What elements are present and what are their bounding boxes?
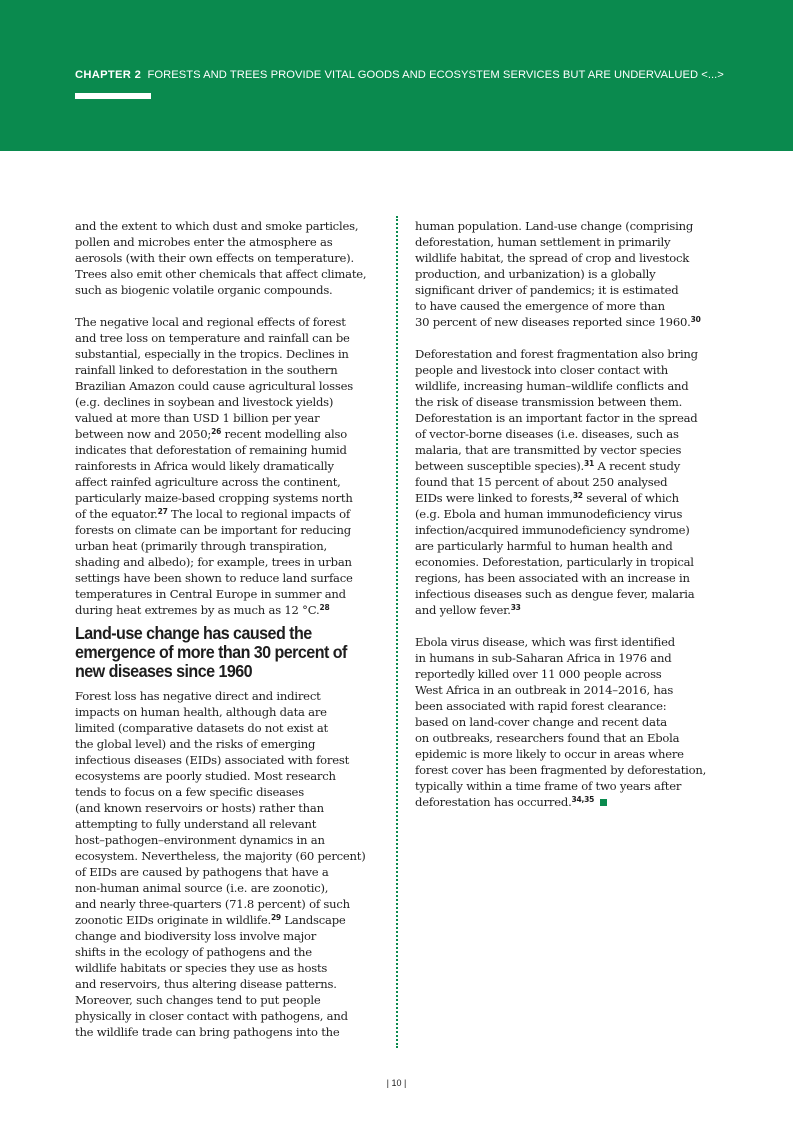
text-line: West Africa in an outbreak in 2014–2016, has [415,683,674,697]
end-of-section-mark [600,799,607,806]
text-line: on outbreaks, researchers found that an Ebola [415,731,680,745]
text-line: in humans in sub-Saharan Africa in 1976 and [415,651,672,665]
text-line: people and livestock into closer contact with [415,363,668,377]
text-line: infection/acquired immunodeficiency syndrome) [415,523,690,537]
footnote-ref[interactable]: 29 [270,913,281,922]
text-line: rainfall linked to deforestation in the southern [75,363,338,377]
text-line: regions, has been associated with an increase in [415,571,690,585]
text-line: Trees also emit other chemicals that affect climate, [75,267,367,281]
text-line: affect rainfed agriculture across the continent, [75,475,341,489]
text-line: The negative local and regional effects of forest [75,315,346,329]
text-line: Deforestation is an important factor in the spread [415,411,698,425]
text-line: 30 percent of new diseases reported since 1960.30 [415,315,701,329]
text-line: rainforests in Africa would likely dramatically [75,459,334,473]
text-line: production, and urbanization) is a globally [415,267,656,281]
text-line: zoonotic EIDs originate in wildlife.$^{29}$ Landscape [75,913,346,927]
text-line: and yellow fever.$^{33}$ [415,603,521,617]
text-line: infectious diseases such as dengue fever, malaria [415,587,695,601]
text-line: of vector-borne diseases (i.e. diseases, such as [415,427,679,441]
text-line: between susceptible species).$^{31}$ A recent study [415,459,681,473]
text-line: change and biodiversity loss involve major [75,929,317,943]
text-line: of EIDs are caused by pathogens that have a [75,865,329,879]
text-line: economies. Deforestation, particularly in tropical [415,555,694,569]
section-heading: Land-use change has caused the emergence of more than 30 percent of new diseases since 1960 [75,623,347,681]
footnote-ref[interactable]: 27 [157,507,168,516]
text-line: host–pathogen–environment dynamics in an [75,833,325,847]
text-line: Ebola virus disease, which was first identified [415,635,675,649]
footnote-ref[interactable]: 31 [584,459,594,468]
text-line: Forest loss has negative direct and indirect [75,689,321,703]
text-line: to have caused the emergence of more than [415,299,665,313]
text-line: Moreover, such changes tend to put people [75,993,321,1007]
footnote-ref[interactable]: 34,35 [571,795,595,804]
text-line: impacts on human health, although data are [75,705,327,719]
footnote-ref[interactable]: 32 [572,491,583,500]
text-line: found that 15 percent of about 250 analysed [415,475,668,489]
text-line: wildlife habitats or species they use as hosts [75,961,328,975]
text-line: such as biogenic volatile organic compounds. [75,283,333,297]
text-line: physically in closer contact with pathogens, and [75,1009,348,1023]
paragraph-land-use-change [415,218,720,330]
text-line: infectious diseases (EIDs) associated with forest [75,753,350,767]
chapter-label: CHAPTER 2 [75,69,142,81]
text-line: typically within a time frame of two years after [415,779,682,793]
text-line: urban heat (primarily through transpiration, [75,539,327,553]
text-line: deforestation has occurred.$^{34,35}$ [415,794,720,810]
text-line: the risk of disease transmission between them. [415,395,683,409]
chapter-header-banner [0,0,793,151]
paragraph-aerosols [75,218,381,298]
text-line: and the extent to which dust and smoke particles, [75,219,359,233]
text-line: tends to focus on a few specific diseases [75,785,304,799]
text-line: the wildlife trade can bring pathogens into the [75,1025,340,1039]
text-line: non-human animal source (i.e. are zoonotic), [75,881,329,895]
text-line: wildlife, increasing human–wildlife conflicts and [415,379,689,393]
chapter-title [75,68,724,82]
right-column [415,218,720,810]
paragraph-ebola [415,634,720,810]
text-line: deforestation, human settlement in primarily [415,235,671,249]
footnote-ref[interactable]: 30 [690,315,701,324]
text-line: ecosystems are poorly studied. Most research [75,769,336,783]
left-column [75,218,381,1040]
chapter-title-text: FORESTS AND TREES PROVIDE VITAL GOODS AND ECOSYSTEM SERVICES BUT ARE UNDERVALUED <...> [147,69,724,81]
text-line: Brazilian Amazon could cause agricultural losses [75,379,353,393]
text-line: Deforestation and forest fragmentation also bring [415,347,698,361]
paragraph-gap [415,330,720,346]
footnote-ref[interactable]: 33 [510,603,521,612]
text-line: and nearly three-quarters (71.8 percent) of such [75,897,350,911]
paragraph-gap [75,298,381,314]
footnote-ref[interactable]: 28 [319,603,330,612]
text-line: during heat extremes by as much as 12 °C.$^{28}$ [75,603,330,617]
text-line: are particularly harmful to human health and [415,539,673,553]
text-line: wildlife habitat, the spread of crop and livestock [415,251,690,265]
text-line: significant driver of pandemics; it is estimated [415,283,679,297]
text-line: limited (comparative datasets do not exist at [75,721,328,735]
text-line: reportedly killed over 11 000 people across [415,667,662,681]
text-line: and tree loss on temperature and rainfall can be [75,331,350,345]
text-line: epidemic is more likely to occur in areas where [415,747,684,761]
text-line: indicates that deforestation of remaining humid [75,443,347,457]
paragraph-fragmentation [415,346,720,618]
text-line: human population. Land-use change (comprising [415,219,694,233]
footnote-ref[interactable]: 26 [211,427,222,436]
paragraph-local-regional-effects [75,314,381,618]
text-line: (e.g. Ebola and human immunodeficiency virus [415,507,683,521]
header-accent-bar [75,93,151,99]
text-line: shading and albedo); for example, trees in urban [75,555,352,569]
text-line: based on land-cover change and recent data [415,715,667,729]
text-line: substantial, especially in the tropics. Declines in [75,347,349,361]
text-line: between now and 2050;$^{26}$ recent modelling also [75,427,347,441]
page-number: | 10 | [386,1078,407,1088]
paragraph-forest-loss-health [75,688,381,1040]
text-line: attempting to fully understand all relevant [75,817,317,831]
text-line: aerosols (with their own effects on temperature). [75,251,354,265]
text-line: (e.g. declines in soybean and livestock yields) [75,395,334,409]
paragraph-gap [415,618,720,634]
text-line: EIDs were linked to forests,$^{32}$ several of which [415,491,679,505]
text-line: forest cover has been fragmented by deforestation, [415,763,707,777]
text-line: shifts in the ecology of pathogens and the [75,945,312,959]
text-line: valued at more than USD 1 billion per year [75,411,320,425]
column-divider [396,216,398,1048]
text-line: the global level) and the risks of emerging [75,737,316,751]
text-line: of the equator.$^{27}$ The local to regional impacts of [75,507,350,521]
text-line: (and known reservoirs or hosts) rather than [75,801,324,815]
text-line: malaria, that are transmitted by vector species [415,443,682,457]
text-line: settings have been shown to reduce land surface [75,571,353,585]
text-line: been associated with rapid forest clearance: [415,699,667,713]
text-line: particularly maize-based cropping systems north [75,491,353,505]
text-line: ecosystem. Nevertheless, the majority (60 percent) [75,849,366,863]
text-line: temperatures in Central Europe in summer and [75,587,346,601]
text-line: pollen and microbes enter the atmosphere as [75,235,333,249]
text-line: forests on climate can be important for reducing [75,523,351,537]
text-line: and reservoirs, thus altering disease patterns. [75,977,337,991]
